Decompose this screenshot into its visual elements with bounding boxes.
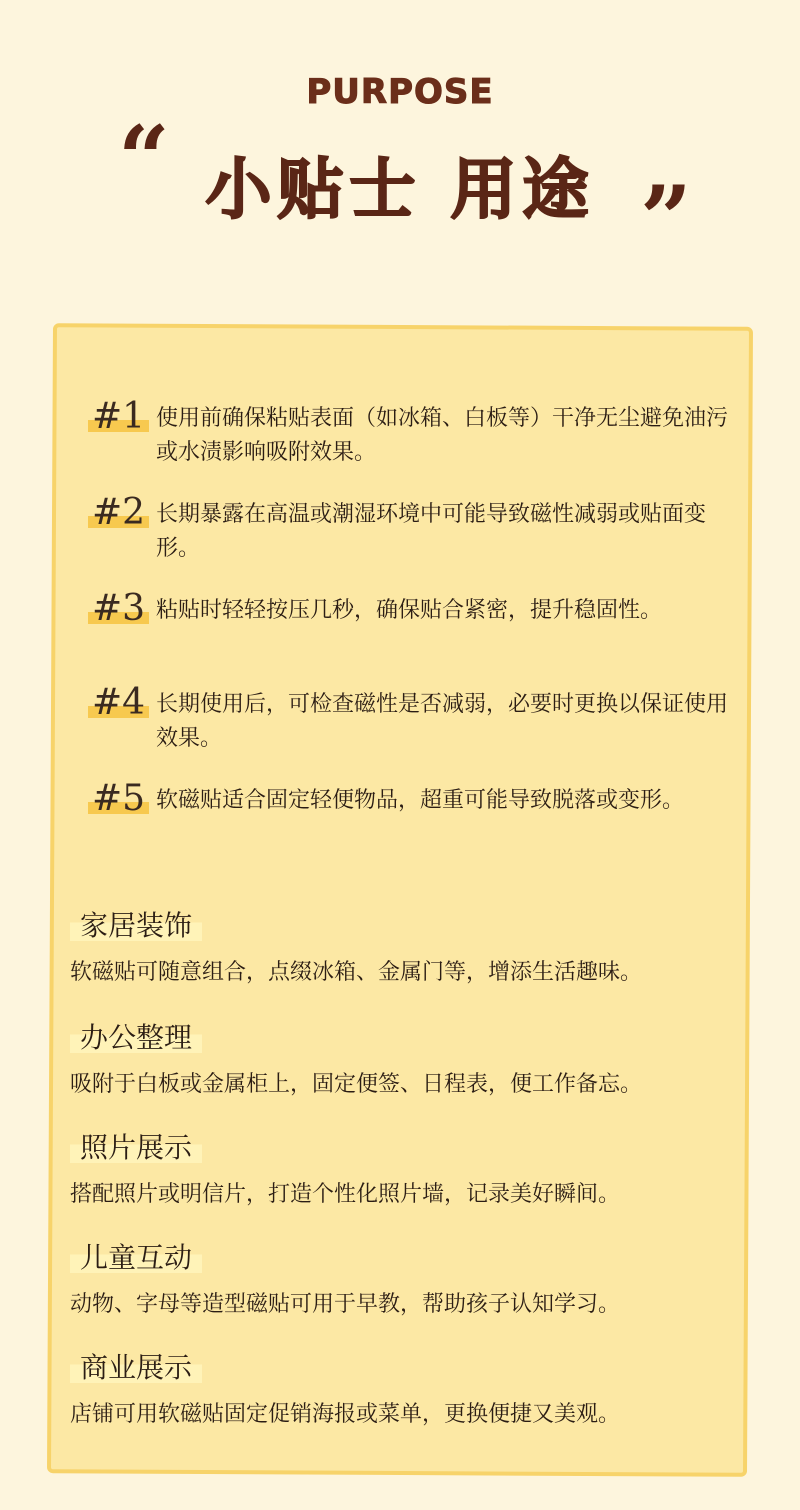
tip-number: #5: [88, 778, 149, 819]
title-row: [0, 106, 800, 272]
tip-number: #4: [88, 682, 149, 723]
open-quote-mark: “: [118, 106, 170, 212]
close-quote-mark: ”: [640, 166, 692, 272]
use-description: 搭配照片或明信片，打造个性化照片墙，记录美好瞬间。: [70, 1182, 621, 1207]
use-section-business: [70, 1350, 750, 1430]
use-heading: 家居装饰: [70, 908, 202, 944]
use-description: 吸附于白板或金属柜上，固定便签、日程表，便工作备忘。: [70, 1072, 643, 1097]
tip-number: #3: [88, 588, 149, 629]
use-section-home: [70, 908, 750, 988]
tip-number: #2: [88, 492, 149, 533]
tip-text: 软磁贴适合固定轻便物品，超重可能导致脱落或变形。: [156, 788, 685, 813]
use-section-kids: [70, 1240, 750, 1320]
use-heading: 商业展示: [70, 1350, 202, 1386]
use-description: 动物、字母等造型磁贴可用于早教，帮助孩子认知学习。: [70, 1292, 621, 1317]
use-section-photo: [70, 1130, 750, 1210]
eyebrow-label: PURPOSE: [306, 72, 494, 112]
tip-text: 长期使用后，可检查磁性是否减弱，必要时更换以保证使用效果。: [156, 692, 729, 751]
tip-text: 粘贴时轻轻按压几秒，确保贴合紧密，提升稳固性。: [156, 598, 663, 623]
use-heading: 儿童互动: [70, 1240, 202, 1276]
use-section-office: [70, 1020, 750, 1100]
tip-text: 长期暴露在高温或潮湿环境中可能导致磁性减弱或贴面变形。: [156, 502, 707, 561]
use-heading: 办公整理: [70, 1020, 202, 1056]
use-description: 软磁贴可随意组合，点缀冰箱、金属门等，增添生活趣味。: [70, 960, 643, 985]
use-description: 店铺可用软磁贴固定促销海报或菜单，更换便捷又美观。: [70, 1402, 621, 1427]
tip-number: #1: [88, 396, 149, 437]
tip-text: 使用前确保粘贴表面（如冰箱、白板等）干净无尘避免油污或水渍影响吸附效果。: [156, 406, 729, 465]
page-title: 小贴士 用途: [205, 151, 595, 228]
use-heading: 照片展示: [70, 1130, 202, 1166]
